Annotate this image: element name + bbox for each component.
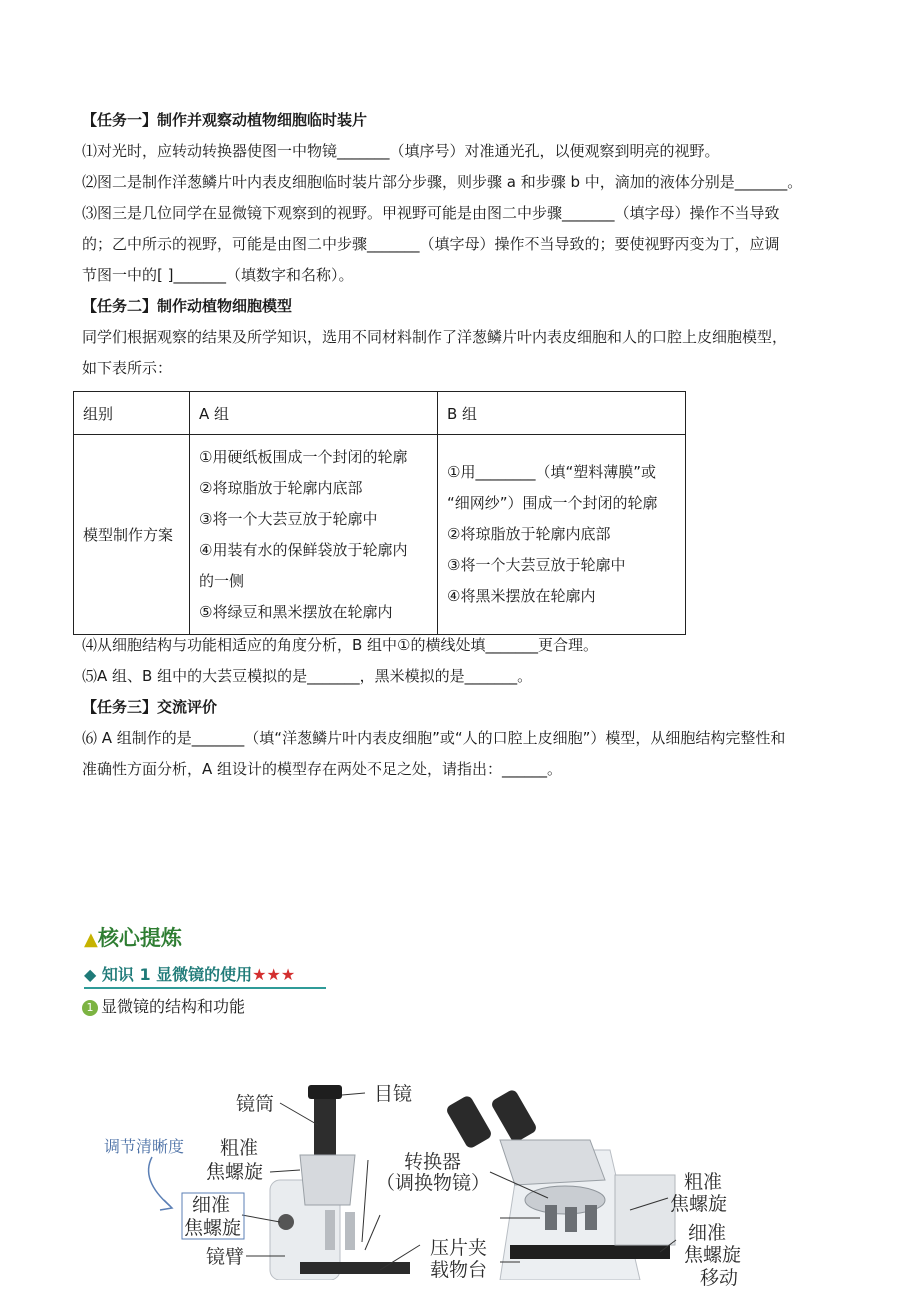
pointer-line bbox=[362, 1160, 368, 1242]
triangle-icon: ▲ bbox=[84, 929, 98, 950]
number-circle-icon: 1 bbox=[82, 1000, 98, 1016]
task2-intro-line-1: 同学们根据观察的结果及所学知识，选用不同材料制作了洋葱鳞片叶内表皮细胞和人的口腔上皮细胞模型， bbox=[82, 328, 788, 346]
task1-heading: 【任务一】制作并观察动植物细胞临时装片 bbox=[82, 111, 368, 129]
question-3-line-3: 节图一中的[ ]_______（填数字和名称）。 bbox=[82, 266, 354, 284]
right-eyepiece-right bbox=[490, 1088, 538, 1144]
label-coarse-left-2: 焦螺旋 bbox=[206, 1161, 264, 1183]
pointer-line bbox=[365, 1215, 380, 1250]
group-a-step: ④用装有水的保鲜袋放于轮廓内 bbox=[199, 540, 408, 559]
label-tube: 镜筒 bbox=[236, 1093, 275, 1115]
label-stage: 载物台 bbox=[430, 1259, 488, 1281]
annotation-arrowhead bbox=[160, 1200, 172, 1210]
core-title-text: 核心提炼 bbox=[97, 926, 182, 950]
star-rating: ★★★ bbox=[252, 965, 296, 984]
question-6-line-1: ⑹ A 组制作的是_______（填“洋葱鳞片叶内表皮细胞”或“人的口腔上皮细胞”）模型，从细胞结构完整性和 bbox=[82, 729, 786, 747]
group-b-step: ②将琼脂放于轮廓内底部 bbox=[447, 525, 611, 543]
pointer-line bbox=[342, 1093, 365, 1095]
group-b-step: ④将黑米摆放在轮廓内 bbox=[447, 587, 596, 605]
right-stage bbox=[510, 1245, 670, 1259]
group-a-step: 的一侧 bbox=[199, 571, 245, 590]
label-fine-right-1: 细准 bbox=[688, 1222, 727, 1244]
group-a-step: ①用硬纸板围成一个封闭的轮廓 bbox=[199, 447, 408, 466]
right-arm bbox=[615, 1175, 675, 1245]
label-converter-1: 转换器 bbox=[404, 1151, 462, 1173]
group-a-step: ③将一个大芸豆放于轮廓中 bbox=[199, 509, 378, 528]
left-objective bbox=[345, 1212, 355, 1250]
question-1: ⑴对光时，应转动转换器使图一中物镜_______（填序号）对准通光孔，以便观察到明亮的视野。 bbox=[82, 142, 720, 160]
label-clip: 压片夹 bbox=[430, 1237, 488, 1259]
label-move: 移动 bbox=[700, 1267, 739, 1289]
knowledge-title-text: ◆ 知识 1 显微镜的使用 bbox=[84, 965, 253, 984]
left-eyepiece bbox=[308, 1085, 342, 1099]
handwritten-note: 调节清晰度 bbox=[104, 1137, 185, 1156]
question-5: ⑸A 组、B 组中的大芸豆模拟的是_______，黑米模拟的是_______。 bbox=[82, 667, 533, 685]
header-group-a: A 组 bbox=[190, 392, 438, 435]
question-4: ⑷从细胞结构与功能相适应的角度分析，B 组中①的横线处填_______更合理。 bbox=[82, 636, 599, 654]
label-coarse-right-1: 粗准 bbox=[684, 1171, 723, 1193]
label-fine-right-2: 焦螺旋 bbox=[684, 1244, 742, 1266]
label-arm: 镜臂 bbox=[206, 1246, 245, 1268]
question-3-line-2: 的；乙中所示的视野，可能是由图二中步骤_______（填字母）操作不当导致的；要使视野丙变为丁，应调 bbox=[82, 235, 780, 253]
left-stage bbox=[300, 1262, 410, 1274]
task2-intro-line-2: 如下表所示： bbox=[82, 359, 173, 377]
right-objective bbox=[545, 1205, 557, 1230]
label-coarse-right-2: 焦螺旋 bbox=[670, 1193, 728, 1215]
task3-heading: 【任务三】交流评价 bbox=[82, 698, 218, 716]
left-objective bbox=[325, 1210, 335, 1250]
group-b-step: ③将一个大芸豆放于轮廓中 bbox=[447, 556, 626, 574]
group-b-step: “细网纱”）围成一个封闭的轮廓 bbox=[447, 494, 658, 512]
pointer-line bbox=[280, 1103, 318, 1125]
label-converter-2: （调换物镜） bbox=[376, 1172, 491, 1194]
right-eyepiece-left bbox=[445, 1094, 493, 1150]
header-group: 组别 bbox=[74, 392, 190, 435]
task2-heading: 【任务二】制作动植物细胞模型 bbox=[82, 297, 293, 315]
group-a-step: ⑤将绿豆和黑米摆放在轮廓内 bbox=[199, 602, 393, 621]
question-6-line-2: 准确性方面分析，A 组设计的模型存在两处不足之处，请指出：______。 bbox=[82, 760, 563, 778]
pointer-line bbox=[270, 1170, 300, 1172]
label-eyepiece: 目镜 bbox=[374, 1083, 413, 1105]
annotation-arrow bbox=[149, 1157, 170, 1206]
left-fine-knob bbox=[278, 1214, 294, 1230]
question-3-line-1: ⑶图三是几位同学在显微镜下观察到的视野。甲视野可能是由图二中步骤_______（填字母）操作不当导致 bbox=[82, 204, 780, 222]
group-a-step: ②将琼脂放于轮廓内底部 bbox=[199, 478, 363, 497]
question-2: ⑵图二是制作洋葱鳞片叶内表皮细胞临时装片部分步骤，则步骤 a 和步骤 b 中，滴加的液体分别是_______。 bbox=[82, 173, 803, 191]
label-coarse-left-1: 粗准 bbox=[220, 1137, 259, 1159]
label-fine-left-2: 焦螺旋 bbox=[184, 1217, 242, 1239]
label-fine-left-1: 细准 bbox=[192, 1194, 231, 1216]
right-objective bbox=[565, 1207, 577, 1232]
right-objective bbox=[585, 1205, 597, 1230]
right-head bbox=[500, 1140, 605, 1185]
row-label: 模型制作方案 bbox=[74, 435, 190, 635]
left-body bbox=[300, 1155, 355, 1205]
sub-title-text: 显微镜的结构和功能 bbox=[101, 997, 246, 1016]
header-group-b: B 组 bbox=[438, 392, 686, 435]
group-b-step: ①用________（填“塑料薄膜”或 bbox=[447, 463, 656, 481]
